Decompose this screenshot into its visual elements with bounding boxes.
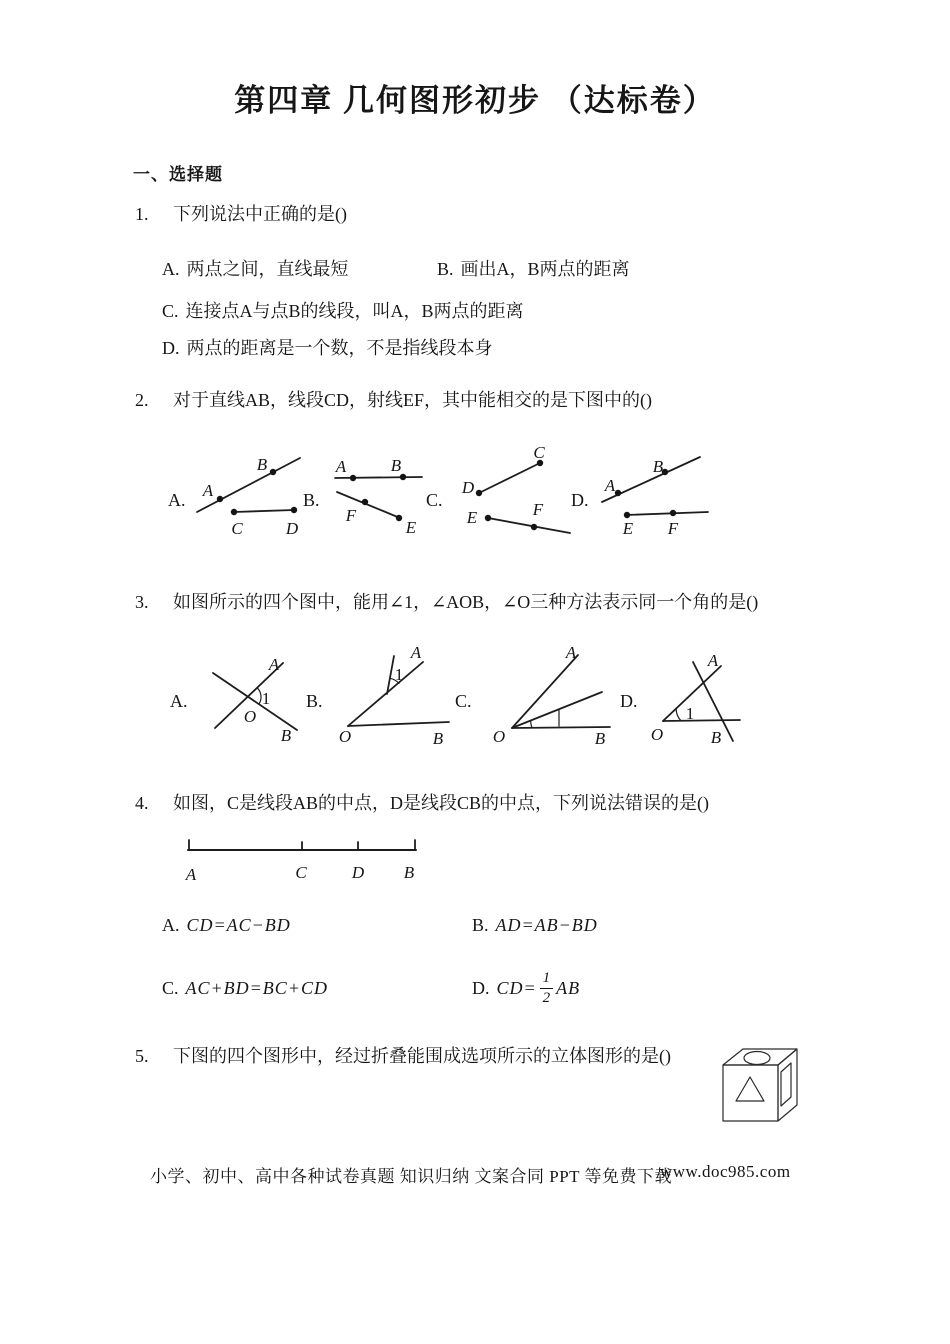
point-label-f: F [532,500,544,519]
vertex-label-o: O [492,727,506,746]
footer-text: 小学、初中、高中各种试卷真题 知识归纳 文案合同 PPT 等免费下载 [150,1167,672,1186]
fraction-numerator: 1 [542,969,551,986]
ray-ef-group [624,510,708,518]
option-formula: AC+BD=BC+CD [185,977,328,998]
option-formula: AD=AB−BD [495,915,598,935]
angle-label-1: 1 [261,689,271,708]
fraction [540,971,554,1006]
q3-figure-label-b: B. [306,691,323,711]
q2-stem: 对于直线AB，线段CD，射线EF，其中能相交的是下图中的() [173,390,653,410]
option-label: A. [162,915,180,935]
point-dot-c [231,509,237,515]
q1-option-a [162,258,349,281]
point-dot-f [362,499,368,505]
point-dot-b [270,469,276,475]
option-label: A. [162,259,180,279]
point-label-d: D [285,519,299,538]
point-dot-e [396,515,402,521]
point-label-a: A [707,651,719,670]
q2-figure-c [455,440,585,550]
option-label: B. [472,915,489,935]
q2-figure-b [330,455,430,545]
point-dot-f [670,510,676,516]
point-label-f: F [667,519,679,538]
ray-oa [348,662,423,726]
vertex-label-o: O [338,727,352,746]
point-label-e: E [466,508,478,527]
q2-figure-label-c: C. [426,490,443,510]
circle-on-top-face [744,1052,770,1065]
q1-option-b [437,258,630,281]
segment-dc-group [476,460,543,496]
q4-option-b [472,914,598,937]
q4-option-d [472,966,580,1010]
point-label-a: A [604,476,616,495]
footer-site-url: www.doc985.com [660,1162,791,1181]
q3-figure-d [650,650,750,755]
square-on-right-face [781,1063,791,1106]
q5-stem: 下图的四个图形中，经过折叠能围成选项所示的立体图形的是() [173,1046,671,1066]
ray-ef-group [485,515,570,533]
page-title: 第四章 几何图形初步 （达标卷） [234,83,716,118]
point-label-c: C [231,519,243,538]
line-ab-group [602,457,700,502]
point-label-d: D [351,863,365,882]
segment-dc [479,463,540,493]
triangle-on-front-face [736,1077,764,1101]
q2-figure-label-a: A. [168,490,186,510]
point-label-b: B [652,457,664,476]
ray-ef [488,518,570,533]
option-formula: CD=AC−BD [186,915,291,935]
option-formula-suffix: AB [556,977,581,998]
point-label-a: A [335,457,347,476]
line-ab-group [335,474,422,481]
q3-stem: 如图所示的四个图中，能用∠1，∠AOB，∠O三种方法表示同一个角的是() [173,592,759,612]
point-dot-a [350,475,356,481]
q3-figure-a [200,645,310,755]
option-text: 连接点A与点B的线段，叫A，B两点的距离 [185,301,524,321]
point-label-b: B [280,726,292,745]
interior-ray [512,692,602,728]
q5-number: 5. [135,1046,149,1066]
point-dot-e [624,512,630,518]
q4-option-a [162,914,291,937]
angle-arc [676,709,681,721]
point-label-a: A [565,643,577,662]
point-label-c: C [533,443,545,462]
point-label-e: E [405,518,417,537]
angle-arc [257,688,261,704]
option-label: D. [472,977,490,998]
ray-ef [626,512,708,515]
ray-ob [512,727,610,728]
point-dot-a [615,490,621,496]
point-label-a: A [268,655,280,674]
option-label: C. [162,977,179,998]
q1-number: 1. [135,204,149,224]
q3-figure-c [490,645,615,755]
option-text: 两点之间，直线最短 [186,259,349,279]
section-heading: 一、选择题 [133,165,223,184]
q4-stem: 如图，C是线段AB的中点，D是线段CB的中点，下列说法错误的是() [173,793,710,813]
option-label: B. [437,259,454,279]
cube-front-face [723,1065,778,1121]
vertex-label-o: O [243,707,257,726]
q4-option-c [162,966,328,1010]
ray-ob [663,720,740,721]
point-dot-f [531,524,537,530]
point-label-f: F [345,506,357,525]
point-label-a: A [410,643,422,662]
point-dot-d [476,490,482,496]
q3-number: 3. [135,592,149,612]
vertex-label-o: O [650,725,664,744]
option-formula-prefix: CD= [496,977,537,998]
q4-figure [180,838,425,886]
option-label: D. [162,338,180,358]
q2-figure-label-b: B. [303,490,320,510]
point-label-b: B [432,729,444,748]
q2-figure-d [595,450,725,550]
point-label-d: D [461,478,475,497]
segment-cd-group [231,507,297,515]
q3-figure-label-a: A. [170,691,188,711]
point-label-b: B [256,455,268,474]
q3-figure-b [335,645,460,755]
angle-label-1: 1 [685,704,695,723]
angle-label-1: 1 [394,665,404,684]
segment-cd [234,510,294,512]
point-label-a: A [202,481,214,500]
point-label-a: A [185,865,197,884]
point-label-b: B [594,729,606,748]
point-dot-e [485,515,491,521]
option-text: 画出A，B两点的距离 [460,259,630,279]
q3-figure-label-c: C. [455,691,472,711]
option-text: 两点的距离是一个数，不是指线段本身 [186,338,493,358]
q4-number: 4. [135,793,149,813]
point-dot-a [217,496,223,502]
q2-figure-a [195,450,315,545]
fraction-denominator: 2 [540,988,554,1006]
option-label: C. [162,301,179,321]
angle-arc [531,721,532,728]
line-ab [335,477,422,478]
point-dot-d [291,507,297,513]
q3-figure-label-d: D. [620,691,638,711]
q1-option-d [162,337,493,360]
point-label-e: E [622,519,634,538]
point-label-b: B [403,863,415,882]
q1-option-c [162,300,524,323]
q5-cube-figure [715,1040,810,1135]
ray-oa [512,655,578,728]
point-label-b: B [390,456,402,475]
q1-stem: 下列说法中正确的是() [173,204,347,224]
point-label-b: B [710,728,722,747]
point-label-c: C [295,863,307,882]
ray-ob [348,722,449,726]
q2-figure-label-d: D. [571,490,589,510]
q2-number: 2. [135,390,149,410]
